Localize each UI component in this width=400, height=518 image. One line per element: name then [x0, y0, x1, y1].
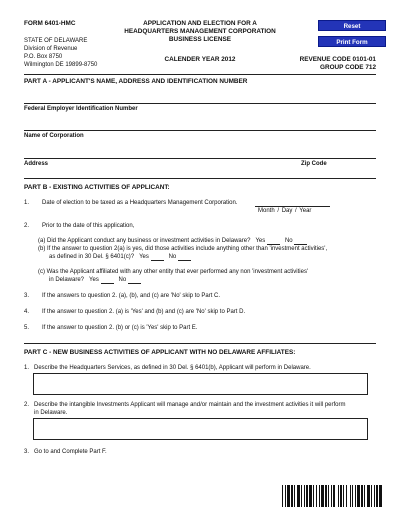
- q2c-no-input[interactable]: [128, 278, 141, 284]
- part-b-heading: PART B - EXISTING ACTIVITIES OF APPLICANT:: [24, 184, 170, 191]
- print-form-button[interactable]: Print Form: [318, 36, 386, 47]
- yes-label: Yes: [255, 238, 266, 244]
- form-number: FORM 6401-HMC: [24, 20, 76, 27]
- zip-label: Zip Code: [301, 161, 327, 167]
- question-2a: [38, 238, 307, 245]
- question-2c-line-2: in Delaware?: [49, 277, 85, 283]
- part-c-heading: PART C - NEW BUSINESS ACTIVITIES OF APPLICANT WITH NO DELAWARE AFFILIATES:: [24, 349, 296, 356]
- date-format-hint: [258, 208, 311, 215]
- yes-label: Yes: [89, 277, 99, 283]
- question-text: Date of election to be taxed as a Headquarters Management Corporation.: [42, 200, 238, 206]
- question-text-line-2: in Delaware.: [34, 410, 68, 416]
- question-number: 3.: [24, 293, 30, 299]
- question-2b-line-1: (b) If the answer to question 2(a) is yes, did those activities include anything other than 'investment activities',: [38, 246, 328, 252]
- election-date-input[interactable]: [255, 206, 330, 207]
- question-2c-line-1: (c) Was the Applicant affiliated with any other entity that ever performed any non 'investment activities': [38, 269, 309, 275]
- question-number: 5.: [24, 325, 30, 331]
- question-number: 2.: [24, 223, 30, 229]
- question-2a-text: (a) Did the Applicant conduct any business or investment activities in Delaware?: [38, 238, 251, 244]
- year-label: Year: [299, 208, 312, 214]
- q2b-yes-input[interactable]: [151, 255, 164, 261]
- question-number: 1.: [24, 200, 30, 206]
- title-line-3: BUSINESS LICENSE: [168, 36, 232, 44]
- title-line-1: APPLICATION AND ELECTION FOR A: [143, 20, 257, 27]
- division-label: Division of Revenue: [24, 46, 78, 52]
- question-number: 2.: [24, 402, 30, 408]
- question-text: Go to and Complete Part F.: [34, 449, 107, 455]
- slash: /: [277, 208, 280, 214]
- divider: [24, 178, 376, 179]
- yes-label: Yes: [139, 254, 149, 260]
- corp-name-label: Name of Corporation: [24, 133, 84, 139]
- no-label: No: [118, 277, 127, 283]
- intangible-investments-textarea[interactable]: [33, 418, 368, 440]
- divider: [24, 74, 376, 75]
- question-text: If the answers to question 2. (a), (b), and (c) are 'No' skip to Part C.: [42, 293, 221, 299]
- group-code: GROUP CODE 712: [320, 64, 376, 72]
- po-box-label: P.O. Box 8750: [24, 54, 63, 60]
- question-number: 3.: [24, 449, 30, 455]
- question-2b-line-2: as defined in 30 Del. § 6401(c)?: [49, 254, 135, 260]
- question-text: If the answer to question 2. (a) is 'Yes' and (b) and (c) are 'No' skip to Part D.: [42, 309, 246, 315]
- question-text: If the answer to question 2. (b) or (c) is 'Yes' skip to Part E.: [42, 325, 198, 331]
- question-text: Describe the Headquarters Services, as defined in 30 Del. § 6401(b), Applicant will perform in Delaware.: [34, 365, 311, 371]
- q2a-no-input[interactable]: [294, 239, 307, 245]
- title-line-2: HEADQUARTERS MANAGEMENT CORPORATION: [124, 28, 276, 36]
- q2b-no-input[interactable]: [178, 255, 191, 261]
- question-text: Prior to the date of this application,: [42, 223, 135, 229]
- city-label: Wilmington DE 19899-8750: [24, 62, 98, 68]
- address-label: Address: [24, 161, 49, 167]
- day-label: Day: [281, 208, 293, 214]
- fein-label: Federal Employer Identification Number: [24, 106, 138, 112]
- divider: [24, 343, 376, 344]
- question-number: 1.: [24, 365, 30, 371]
- no-label: No: [284, 238, 293, 244]
- form-title: [110, 20, 290, 45]
- question-2c: [49, 277, 141, 284]
- question-number: 4.: [24, 309, 30, 315]
- corp-name-input-line[interactable]: [24, 130, 376, 131]
- q2c-yes-input[interactable]: [101, 278, 114, 284]
- slash: /: [295, 208, 297, 214]
- question-2b: [49, 254, 191, 261]
- revenue-code: REVENUE CODE 0101-01: [299, 56, 376, 63]
- fein-input-line[interactable]: [24, 103, 376, 104]
- reset-button[interactable]: Reset: [318, 20, 386, 31]
- address-input-line[interactable]: [24, 158, 376, 159]
- part-a-heading: PART A - APPLICANT'S NAME, ADDRESS AND IDENTIFICATION NUMBER: [24, 78, 248, 85]
- no-label: No: [168, 254, 177, 260]
- headquarters-services-textarea[interactable]: [33, 373, 368, 395]
- calendar-year: CALENDER YEAR 2012: [164, 56, 236, 63]
- barcode: [282, 485, 382, 507]
- codes: [300, 56, 376, 72]
- q2a-yes-input[interactable]: [267, 239, 280, 245]
- month-label: Month: [258, 208, 275, 214]
- question-text-line-1: Describe the intangible Investments Applicant will manage and/or maintain and the investment activities it will perform: [34, 402, 346, 408]
- state-label: STATE OF DELAWARE: [24, 38, 88, 44]
